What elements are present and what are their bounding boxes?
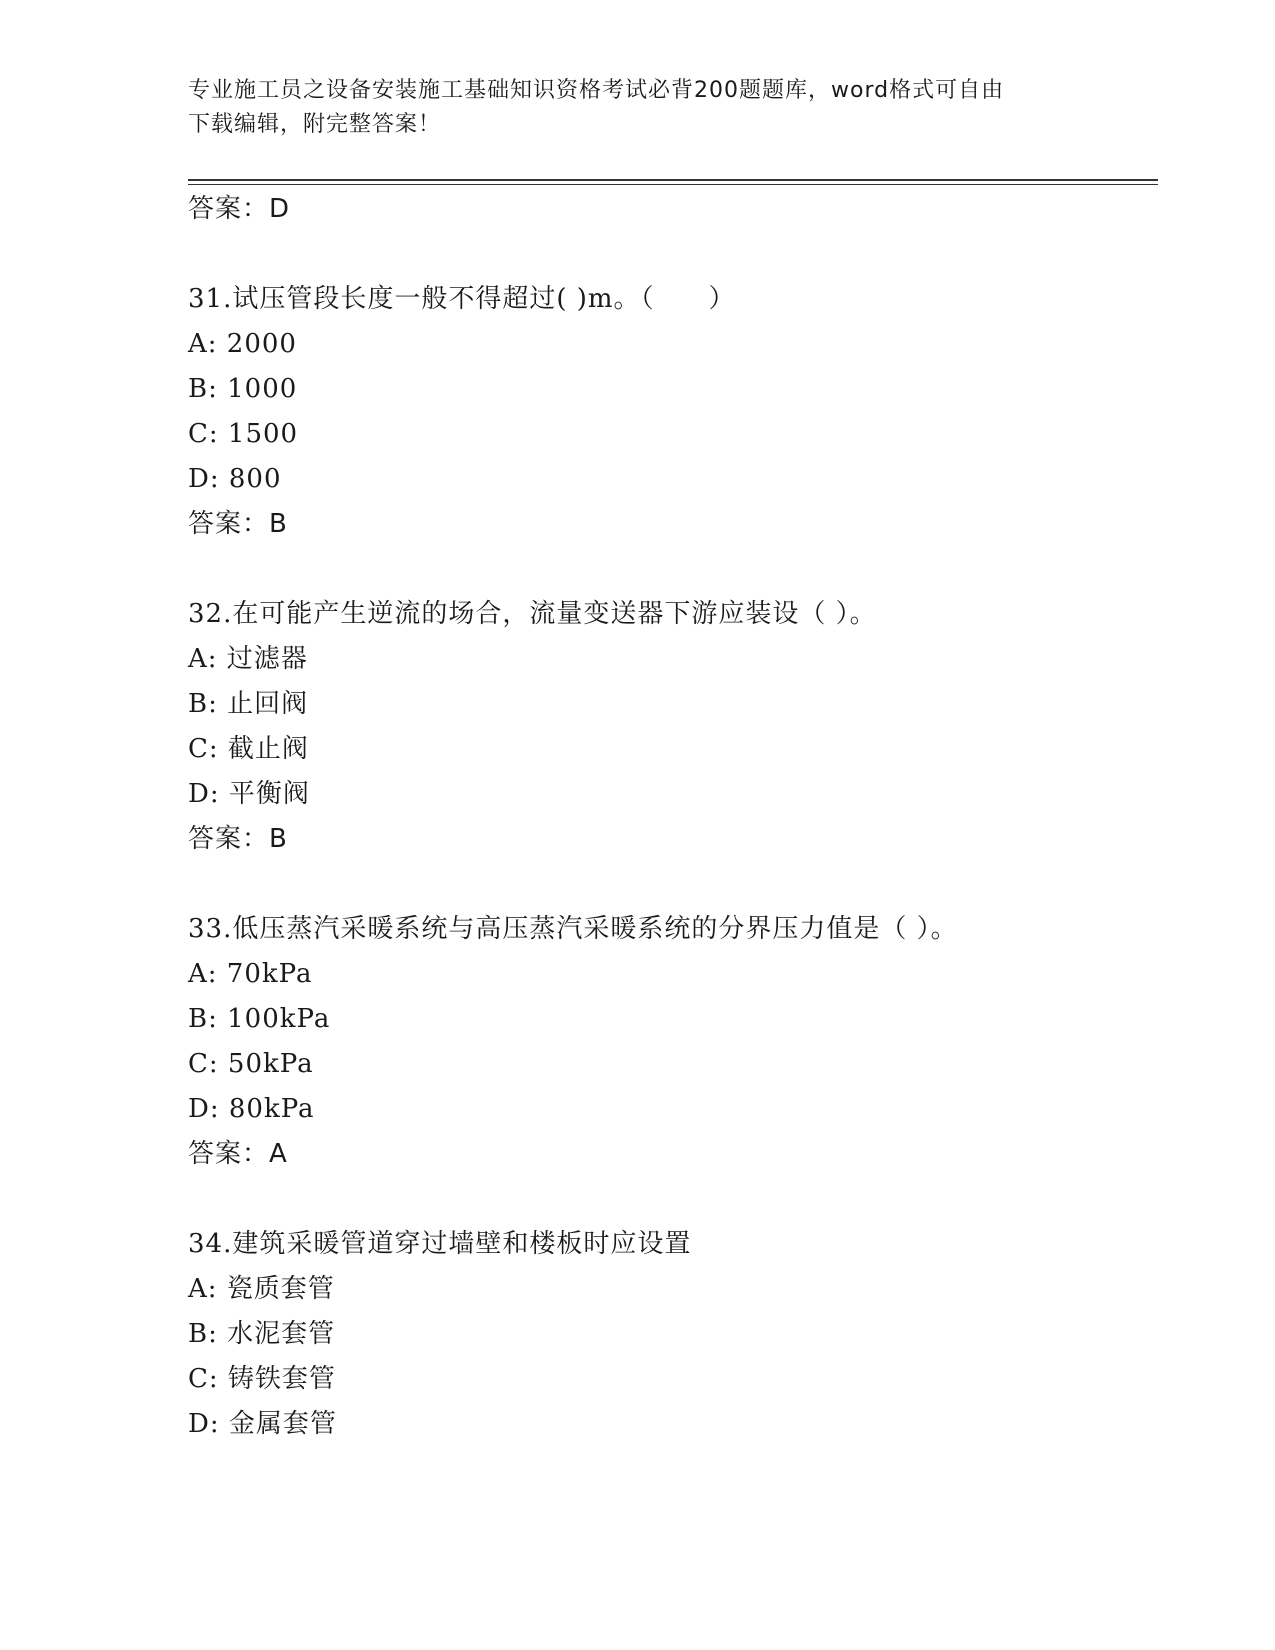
question-33-answer: 答案：A — [188, 1139, 288, 1169]
question-34-option-c: C: 铸铁套管 — [188, 1364, 336, 1394]
question-31-option-a: A: 2000 — [188, 329, 297, 359]
question-34-option-b: B: 水泥套管 — [188, 1319, 336, 1349]
header-divider-thick — [188, 179, 1158, 181]
question-31-stem: 31.试压管段长度一般不得超过( )m。（ ） — [188, 284, 736, 314]
question-33-option-b: B: 100kPa — [188, 1004, 331, 1034]
question-31-answer: 答案：B — [188, 509, 288, 539]
question-31-option-d: D: 800 — [188, 464, 282, 494]
header-divider-thin — [188, 184, 1158, 185]
question-34-option-d: D: 金属套管 — [188, 1409, 337, 1439]
question-32-option-b: B: 止回阀 — [188, 689, 309, 719]
question-34-option-a: A: 瓷质套管 — [188, 1274, 335, 1304]
previous-answer: 答案：D — [188, 194, 291, 224]
question-32-option-a: A: 过滤器 — [188, 644, 308, 674]
document-header — [188, 74, 1088, 142]
question-31-option-c: C: 1500 — [188, 419, 299, 449]
question-33-stem: 33.低压蒸汽采暖系统与高压蒸汽采暖系统的分界压力值是（ ）。 — [188, 914, 958, 944]
question-33-option-d: D: 80kPa — [188, 1094, 315, 1124]
question-34-stem: 34.建筑采暖管道穿过墙壁和楼板时应设置 — [188, 1229, 692, 1259]
question-33-option-a: A: 70kPa — [188, 959, 313, 989]
question-31-option-b: B: 1000 — [188, 374, 298, 404]
header-line-1: 专业施工员之设备安装施工基础知识资格考试必背200题题库，word格式可自由 — [188, 78, 1005, 103]
question-32-answer: 答案：B — [188, 824, 288, 854]
question-32-option-d: D: 平衡阀 — [188, 779, 310, 809]
header-line-2: 下载编辑，附完整答案！ — [188, 112, 442, 137]
question-33-option-c: C: 50kPa — [188, 1049, 314, 1079]
question-32-stem: 32.在可能产生逆流的场合，流量变送器下游应装设（ ）。 — [188, 599, 877, 629]
question-32-option-c: C: 截止阀 — [188, 734, 309, 764]
